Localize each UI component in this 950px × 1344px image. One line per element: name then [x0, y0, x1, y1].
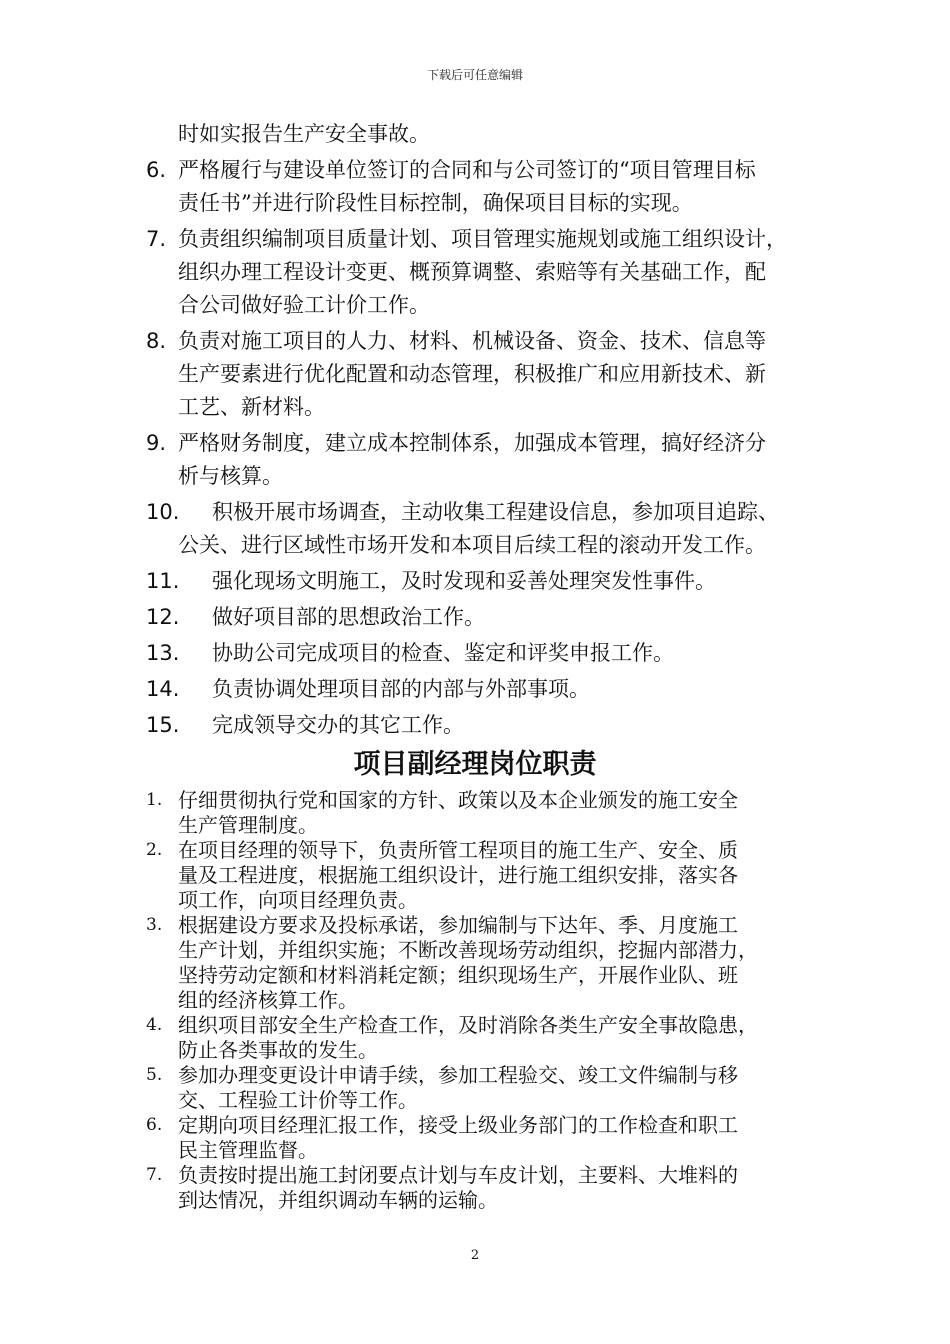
list-item-text: [146, 1013, 826, 1063]
text-line: 量及工程进度，根据施工组织设计，进行施工组织安排，落实各: [178, 863, 738, 887]
text-line: 组织办理工程设计变更、概预算调整、索赔等有关基础工作，配: [178, 260, 766, 284]
list-item-text: [146, 496, 836, 562]
list-item: [146, 1063, 826, 1113]
list-item-text: [146, 838, 826, 913]
text-line: 坚持劳动定额和材料消耗定额；组织现场生产，开展作业队、班: [178, 963, 738, 987]
text-line: 完成领导交办的其它工作。: [212, 713, 464, 737]
list-item-number: 14.: [146, 677, 180, 701]
text-line: 参加办理变更设计申请手续，参加工程验交、竣工文件编制与移: [178, 1063, 738, 1087]
text-line: 生产计划，并组织实施；不断改善现场劳动组织，挖掘内部潜力，: [178, 938, 758, 962]
list-item-number: 3.: [146, 915, 163, 935]
text-line: 负责按时提出施工封闭要点计划与车皮计划，主要料、大堆料的: [178, 1163, 738, 1187]
list-item-number: 13.: [146, 641, 180, 665]
list-item-number: 11.: [146, 569, 180, 593]
text-line: 根据建设方要求及投标承诺，参加编制与下达年、季、月度施工: [178, 913, 738, 937]
page-number: 2: [470, 1248, 480, 1263]
text-line: 合公司做好验工计价工作。: [178, 293, 430, 317]
list-item: [146, 496, 836, 562]
list-item-text: [146, 118, 836, 151]
text-line: 负责组织编制项目质量计划、项目管理实施规划或施工组织设计，: [178, 227, 787, 251]
list-item-text: [146, 427, 836, 493]
list-item: [146, 325, 836, 424]
duty-list-continued: [146, 118, 836, 745]
text-line: 生产管理制度。: [178, 813, 318, 837]
list-item-number: 2.: [146, 840, 163, 860]
text-line: 时如实报告生产安全事故。: [178, 122, 430, 146]
text-line: 严格财务制度，建立成本控制体系，加强成本管理，搞好经济分: [178, 431, 766, 455]
list-item-number: 7.: [146, 227, 167, 251]
text-line: 负责协调处理项目部的内部与外部事项。: [212, 677, 590, 701]
list-item-text: [146, 154, 836, 220]
list-item: [146, 788, 826, 838]
text-line: 生产要素进行优化配置和动态管理，积极推广和应用新技术、新: [178, 362, 766, 386]
list-item-number: 8.: [146, 329, 167, 353]
text-line: 责任书”并进行阶段性目标控制，确保项目目标的实现。: [178, 191, 693, 215]
list-item-text: [146, 1163, 826, 1213]
list-item-text: [146, 325, 836, 424]
list-item-text: [146, 565, 836, 598]
text-line: 强化现场文明施工，及时发现和妥善处理突发性事件。: [212, 569, 716, 593]
list-item-number: 1.: [146, 790, 163, 810]
text-line: 公关、进行区域性市场开发和本项目后续工程的滚动开发工作。: [178, 533, 766, 557]
list-item-number: 6.: [146, 158, 167, 182]
list-item: [146, 1163, 826, 1213]
list-item: [146, 1013, 826, 1063]
text-line: 定期向项目经理汇报工作，接受上级业务部门的工作检查和职工: [178, 1113, 738, 1137]
page-header: 下载后可任意编辑: [426, 68, 523, 82]
list-item-text: [146, 788, 826, 838]
list-item-text: [146, 223, 836, 322]
list-item: [146, 427, 836, 493]
deputy-manager-duty-list: [146, 788, 826, 1213]
text-line: 到达情况，并组织调动车辆的运输。: [178, 1188, 498, 1212]
text-line: 负责对施工项目的人力、材料、机械设备、资金、技术、信息等: [178, 329, 766, 353]
text-line: 积极开展市场调查，主动收集工程建设信息，参加项目追踪、: [212, 500, 779, 524]
list-item-text: [146, 709, 836, 742]
text-line: 民主管理监督。: [178, 1138, 318, 1162]
list-item-number: 5.: [146, 1065, 163, 1085]
list-item: [146, 637, 836, 670]
list-item: [146, 118, 836, 151]
text-line: 工艺、新材料。: [178, 395, 325, 419]
list-item-text: [146, 1113, 826, 1163]
text-line: 仔细贯彻执行党和国家的方针、政策以及本企业颁发的施工安全: [178, 788, 738, 812]
list-item-number: 9.: [146, 431, 167, 455]
list-item-text: [146, 601, 836, 634]
text-line: 协助公司完成项目的检查、鉴定和评奖申报工作。: [212, 641, 674, 665]
list-item-number: 10.: [146, 500, 180, 524]
list-item: [146, 838, 826, 913]
text-line: 防止各类事故的发生。: [178, 1038, 378, 1062]
list-item-text: [146, 637, 836, 670]
text-line: 组的经济核算工作。: [178, 988, 358, 1012]
list-item-number: 12.: [146, 605, 180, 629]
list-item: [146, 565, 836, 598]
text-line: 做好项目部的思想政治工作。: [212, 605, 485, 629]
list-item-number: 15.: [146, 713, 180, 737]
text-line: 严格履行与建设单位签订的合同和与公司签订的“项目管理目标: [178, 158, 756, 182]
text-line: 析与核算。: [178, 464, 283, 488]
list-item: [146, 601, 836, 634]
list-item-number: 6.: [146, 1115, 163, 1135]
section-title: 项目副经理岗位职责: [353, 749, 597, 780]
text-line: 项工作，向项目经理负责。: [178, 888, 418, 912]
list-item-number: 4.: [146, 1015, 163, 1035]
list-item: [146, 154, 836, 220]
text-line: 交、工程验工计价等工作。: [178, 1088, 418, 1112]
list-item: [146, 223, 836, 322]
list-item: [146, 1113, 826, 1163]
list-item-text: [146, 1063, 826, 1113]
list-item: [146, 709, 836, 742]
text-line: 组织项目部安全生产检查工作，及时消除各类生产安全事故隐患，: [178, 1013, 758, 1037]
list-item: [146, 913, 826, 1013]
list-item-text: [146, 673, 836, 706]
list-item: [146, 673, 836, 706]
list-item-text: [146, 913, 826, 1013]
text-line: 在项目经理的领导下，负责所管工程项目的施工生产、安全、质: [178, 838, 738, 862]
list-item-number: 7.: [146, 1165, 163, 1185]
